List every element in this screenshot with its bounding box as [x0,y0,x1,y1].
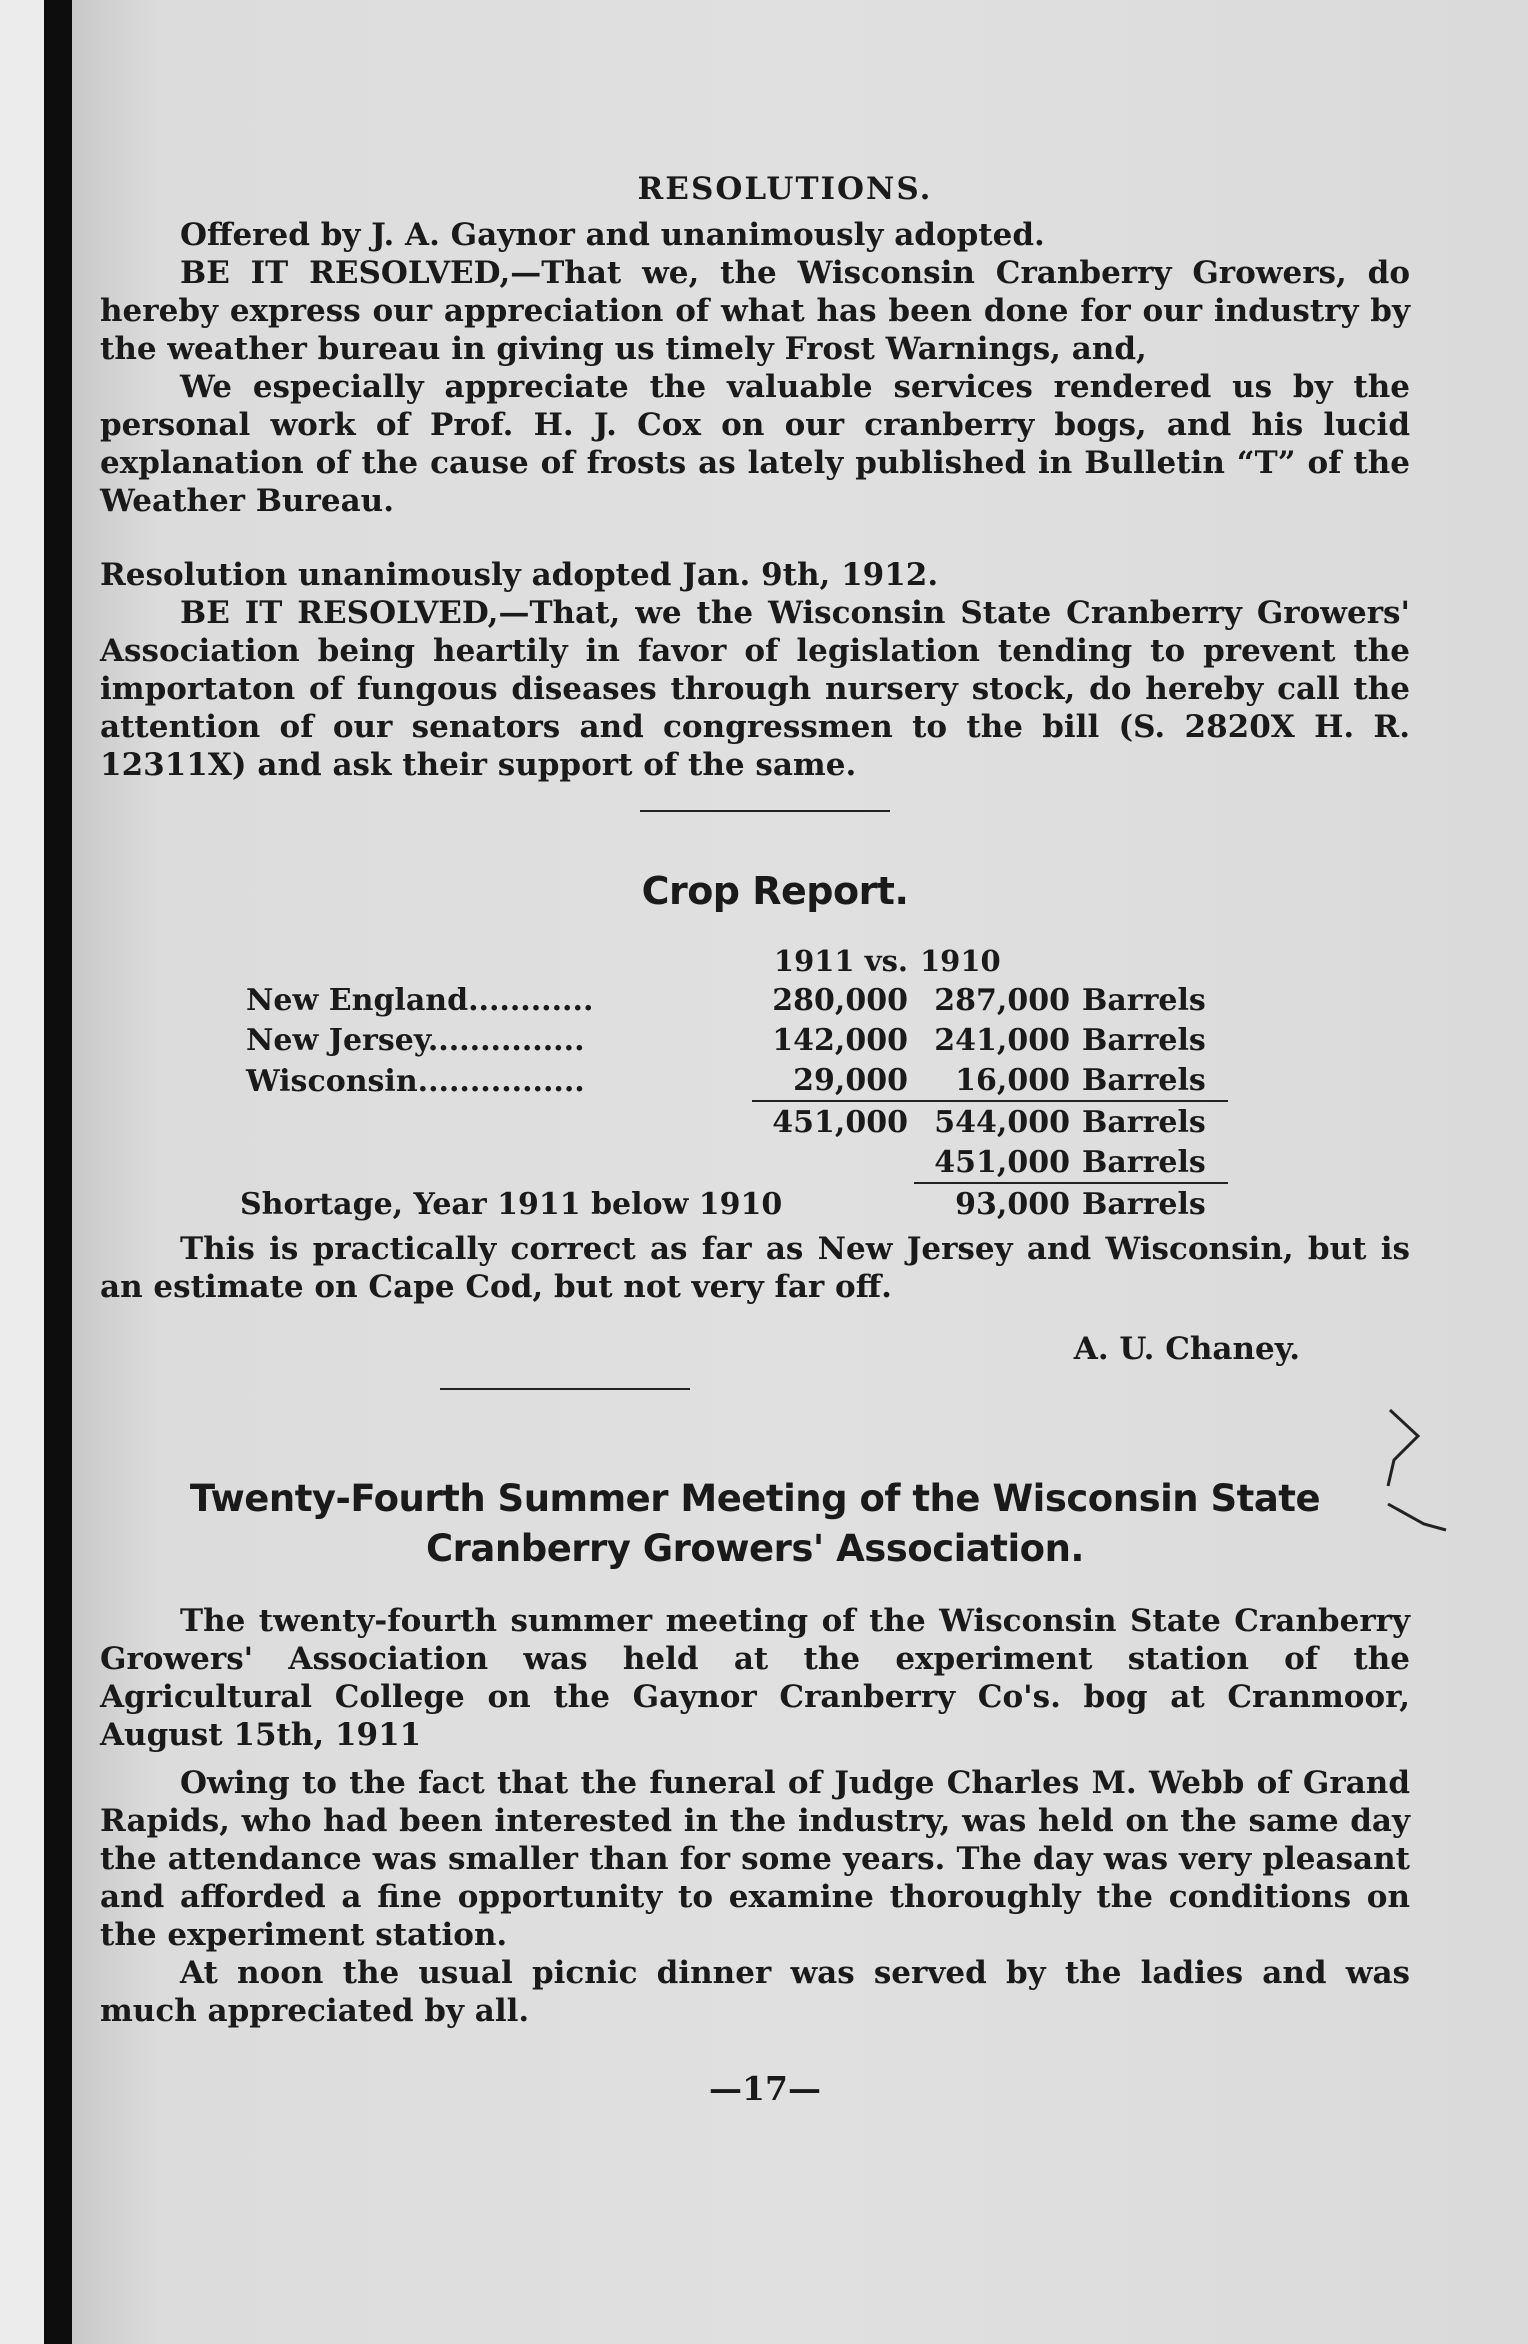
resolutions-offered: Offered by J. A. Gaynor and unanimously adopted. [180,217,1045,253]
section-divider [440,1388,690,1390]
crop-row [240,1060,1228,1101]
crop-row-unit: Barrels [1082,983,1206,1018]
crop-shortage-label: Shortage, Year 1911 below 1910 [240,1187,783,1222]
resolutions-heading: RESOLUTIONS. [637,171,933,207]
scan-left-margin [0,0,48,2344]
crop-row-unit: Barrels [1082,1063,1206,1098]
book-spine-shadow [44,0,72,2344]
crop-row-unit: Barrels [1082,1023,1206,1058]
crop-shortage-row [240,1183,1228,1224]
pencil-margin-mark [1380,1400,1460,1550]
page-number: —17— [709,2069,821,2108]
meeting-title [100,1474,1410,1574]
crop-row-1910: 16,000 [955,1063,1070,1098]
crop-row-leader-dots: ................ [417,1064,585,1099]
crop-row-leader-dots: ............ [468,983,594,1018]
meeting-title-line-2: Cranberry Growers' Association. [426,1527,1084,1570]
crop-table-header [240,940,1228,980]
resolution-adopted-line: Resolution unanimously adopted Jan. 9th, 1912. [100,557,939,593]
crop-report-title: Crop Report. [641,869,909,913]
header-vs: vs. [864,944,908,978]
crop-report-note: This is practically correct as far as New Jersey and Wisconsin, but is an estimate on Cape Cod, but not very far off. [100,1231,1410,1305]
resolution-paragraph-2: We especially appreciate the valuable services rendered us by the personal work of Prof. H. J. Cox on our cranberry bogs, and his lucid explanation of the cause of frosts as lately published in Bulletin “T” of the Weather Bureau. [100,369,1410,519]
section-divider [640,810,890,812]
header-year-1911: 1911 [773,944,855,978]
crop-total-1911: 451,000 [752,1101,914,1142]
crop-total-1910: 544,000 [914,1101,1076,1142]
crop-row-1911: 280,000 [772,983,908,1018]
resolution-paragraph-1: BE IT RESOLVED,—That we, the Wisconsin Cranberry Growers, do hereby express our appreciation of what has been done for our industry by the weather bureau in giving us timely Frost Warnings, and, [100,255,1410,367]
crop-subtract-value: 451,000 [934,1145,1070,1180]
crop-report-table [240,940,1228,1224]
crop-row-1910: 287,000 [934,983,1070,1018]
crop-row-name: New England [246,983,469,1018]
meeting-paragraph-2: Owing to the fact that the funeral of Judge Charles M. Webb of Grand Rapids, who had been interested in the industry, was held on the same day the attendance was smaller than for some years. The day was very pleasant and afforded a fine opportunity to examine thoroughly the conditions on the experiment station. [100,1765,1410,1953]
crop-subtract-unit: Barrels [1082,1145,1206,1180]
crop-row [240,980,1228,1020]
meeting-title-line-1: Twenty-Fourth Summer Meeting of the Wisconsin State [189,1477,1321,1520]
meeting-paragraph-1: The twenty-fourth summer meeting of the Wisconsin State Cranberry Growers' Association was held at the experiment station of the Agricultural College on the Gaynor Cranberry Co's. bog at Cranmoor, August 15th, 1911 [100,1603,1410,1753]
crop-report-signature: A. U. Chaney. [1073,1331,1300,1367]
crop-row-name: New Jersey [246,1023,428,1058]
crop-row [240,1020,1228,1060]
crop-row-1911: 142,000 [772,1023,908,1058]
crop-total-row [240,1101,1228,1142]
resolution-paragraph-3: BE IT RESOLVED,—That, we the Wisconsin State Cranberry Growers' Association being heartily in favor of legislation tending to prevent the importaton of fungous diseases through nursery stock, do hereby call the attention of our senators and congressmen to the bill (S. 2820X H. R. 12311X) and ask their support of the same. [100,595,1410,783]
meeting-paragraph-3: At noon the usual picnic dinner was served by the ladies and was much appreciated by all. [100,1955,1410,2029]
crop-row-name: Wisconsin [246,1064,418,1099]
page-content [100,170,1410,2108]
crop-total-unit: Barrels [1076,1101,1228,1142]
header-year-1910: 1910 [920,944,1001,978]
crop-subtract-row [240,1142,1228,1183]
crop-shortage-unit: Barrels [1076,1183,1228,1224]
crop-row-leader-dots: ............... [427,1023,585,1058]
crop-row-1910: 241,000 [934,1023,1070,1058]
crop-shortage-value: 93,000 [914,1183,1076,1224]
crop-row-1911: 29,000 [793,1063,908,1098]
